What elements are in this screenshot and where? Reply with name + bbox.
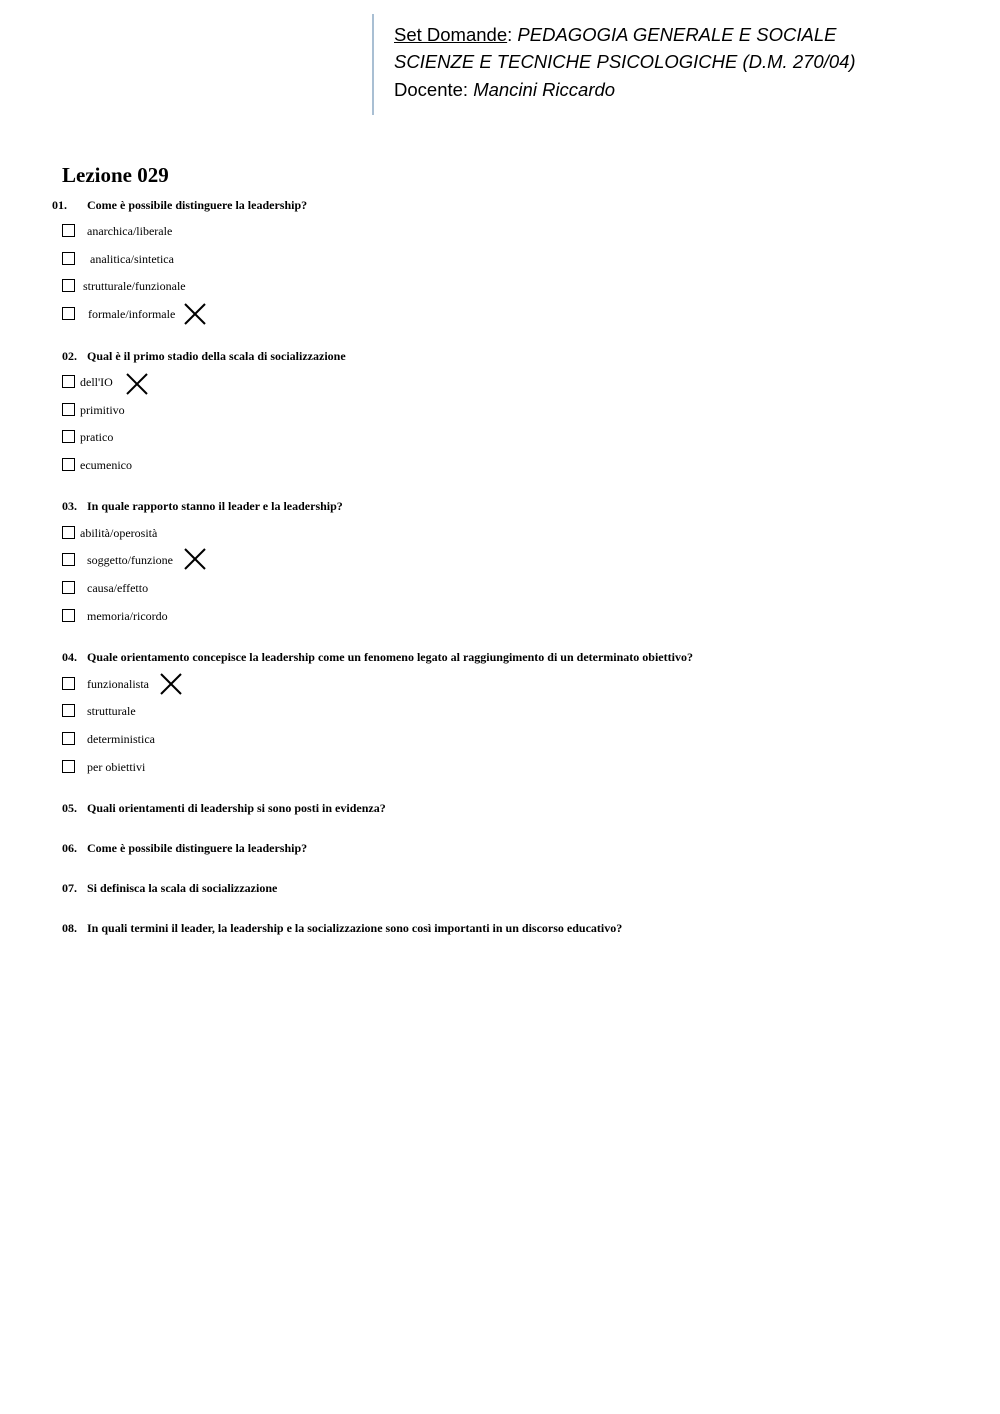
question-number: 05. bbox=[62, 801, 77, 815]
checkbox[interactable] bbox=[62, 677, 75, 690]
checkbox[interactable] bbox=[62, 609, 75, 622]
option-label: pratico bbox=[80, 430, 114, 444]
checkbox[interactable] bbox=[62, 307, 75, 320]
question-number: 01. bbox=[52, 198, 67, 212]
checkbox[interactable] bbox=[62, 732, 75, 745]
set-domande-value: PEDAGOGIA GENERALE E SOCIALE bbox=[517, 24, 837, 45]
question-text: Come è possibile distinguere la leadership? bbox=[87, 198, 308, 212]
question-text: In quale rapporto stanno il leader e la leadership? bbox=[87, 499, 343, 513]
checkbox[interactable] bbox=[62, 458, 75, 471]
option-label: memoria/ricordo bbox=[87, 609, 168, 623]
question-number: 04. bbox=[62, 650, 77, 664]
checkbox[interactable] bbox=[62, 760, 75, 773]
docente-label: Docente: bbox=[394, 79, 469, 100]
set-domande-colon: : bbox=[507, 24, 513, 45]
checkbox[interactable] bbox=[62, 553, 75, 566]
option-label: anarchica/liberale bbox=[87, 224, 173, 238]
checkbox[interactable] bbox=[62, 704, 75, 717]
lesson-title: Lezione 029 bbox=[62, 163, 169, 187]
checkbox[interactable] bbox=[62, 403, 75, 416]
question-text: Come è possibile distinguere la leadership? bbox=[87, 841, 308, 855]
checkbox[interactable] bbox=[62, 430, 75, 443]
question-text: In quali termini il leader, la leadership e la socializzazione sono così importanti in un discorso educativo? bbox=[87, 921, 623, 935]
x-mark-icon bbox=[183, 302, 207, 326]
question-number: 03. bbox=[62, 499, 77, 513]
checkbox[interactable] bbox=[62, 581, 75, 594]
checkbox[interactable] bbox=[62, 252, 75, 265]
checkbox[interactable] bbox=[62, 526, 75, 539]
option-label: strutturale/funzionale bbox=[83, 279, 186, 293]
question-text: Quale orientamento concepisce la leadership come un fenomeno legato al raggiungimento di un determinato obiettivo? bbox=[87, 650, 693, 664]
option-label: causa/effetto bbox=[87, 581, 149, 595]
question-number: 02. bbox=[62, 349, 77, 363]
course-name: SCIENZE E TECNICHE PSICOLOGICHE (D.M. 270/04) bbox=[394, 51, 856, 72]
question-text: Si definisca la scala di socializzazione bbox=[87, 881, 278, 895]
x-mark-icon bbox=[159, 672, 183, 696]
checkbox[interactable] bbox=[62, 279, 75, 292]
course-line bbox=[394, 51, 856, 73]
option-label: per obiettivi bbox=[87, 760, 146, 774]
question-text: Quali orientamenti di leadership si sono posti in evidenza? bbox=[87, 801, 386, 815]
question-number: 08. bbox=[62, 921, 77, 935]
option-label: soggetto/funzione bbox=[87, 553, 173, 567]
question-text: Qual è il primo stadio della scala di socializzazione bbox=[87, 349, 346, 363]
option-label: formale/informale bbox=[88, 307, 176, 321]
option-label: analitica/sintetica bbox=[90, 252, 174, 266]
question-number: 06. bbox=[62, 841, 77, 855]
docente-line bbox=[394, 79, 615, 101]
option-label: deterministica bbox=[87, 732, 155, 746]
x-mark-icon bbox=[183, 547, 207, 571]
option-label: primitivo bbox=[80, 403, 125, 417]
option-label: abilità/operosità bbox=[80, 526, 158, 540]
x-mark-icon bbox=[125, 372, 149, 396]
option-label: funzionalista bbox=[87, 677, 149, 691]
checkbox[interactable] bbox=[62, 375, 75, 388]
document-header bbox=[372, 14, 934, 115]
option-label: dell'IO bbox=[80, 375, 113, 389]
checkbox[interactable] bbox=[62, 224, 75, 237]
set-domande-label: Set Domande bbox=[394, 24, 508, 45]
option-label: strutturale bbox=[87, 704, 136, 718]
set-domande-line bbox=[394, 24, 836, 46]
question-number: 07. bbox=[62, 881, 77, 895]
docente-name: Mancini Riccardo bbox=[473, 79, 616, 100]
option-label: ecumenico bbox=[80, 458, 132, 472]
